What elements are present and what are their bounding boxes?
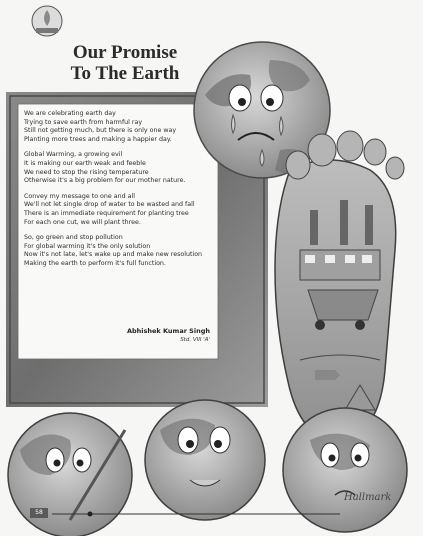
poem-line: It is making our earth weak and feeble — [24, 159, 146, 167]
poem-stanza-1 — [24, 110, 214, 144]
poem-line: We are celebrating earth day — [24, 110, 116, 117]
poem-line: For each one cut, we will plant three. — [24, 218, 141, 226]
poem-line: Now it's not late, let's wake up and make new resolution — [24, 251, 203, 259]
poem-line: Convey my message to one and all — [24, 192, 135, 200]
poem-line: We need to stop the rising temperature — [24, 168, 149, 176]
poem-line: There is an immediate requirement for planting tree — [24, 209, 189, 217]
bottom-center-globe-sketch — [145, 400, 265, 520]
poem-text — [24, 110, 214, 276]
poem-line: We'll not let single drop of water to be wasted and fall — [24, 201, 195, 209]
poem-stanza-4 — [24, 234, 214, 268]
poem-line: Planting more trees and making a happier day. — [24, 135, 172, 143]
bottom-left-globe-sketch — [8, 413, 132, 536]
poem-line: Trying to save earth from harmful ray — [24, 118, 143, 126]
poem-line: Otherwise it's a big problem for our mother nature. — [24, 177, 186, 185]
author-name: Abhishek Kumar Singh — [126, 327, 210, 335]
school-emblem-icon — [30, 4, 64, 38]
poem-line: Global Warming, a growing evil — [24, 151, 123, 159]
page-title — [40, 42, 210, 84]
poem-line: Making the earth to perform it's full function. — [24, 259, 166, 267]
bottom-right-globe-sketch — [283, 408, 407, 532]
poem-line: So, go green and stop pollution — [24, 234, 123, 242]
poem-line: For global warming it's the only solution — [24, 242, 151, 250]
poem-line: Still not getting much, but there is only one way — [24, 127, 177, 135]
poem-stanza-3 — [24, 193, 214, 227]
footprint-sketch — [275, 131, 404, 440]
title-line-1: Our Promise — [72, 42, 178, 63]
page-number: 58 — [30, 508, 48, 518]
brand-logo: Hallmark — [344, 492, 392, 503]
title-line-2: To The Earth — [70, 63, 180, 84]
poem-stanza-2 — [24, 151, 214, 185]
author-class: Std. VIII 'A' — [180, 337, 210, 343]
